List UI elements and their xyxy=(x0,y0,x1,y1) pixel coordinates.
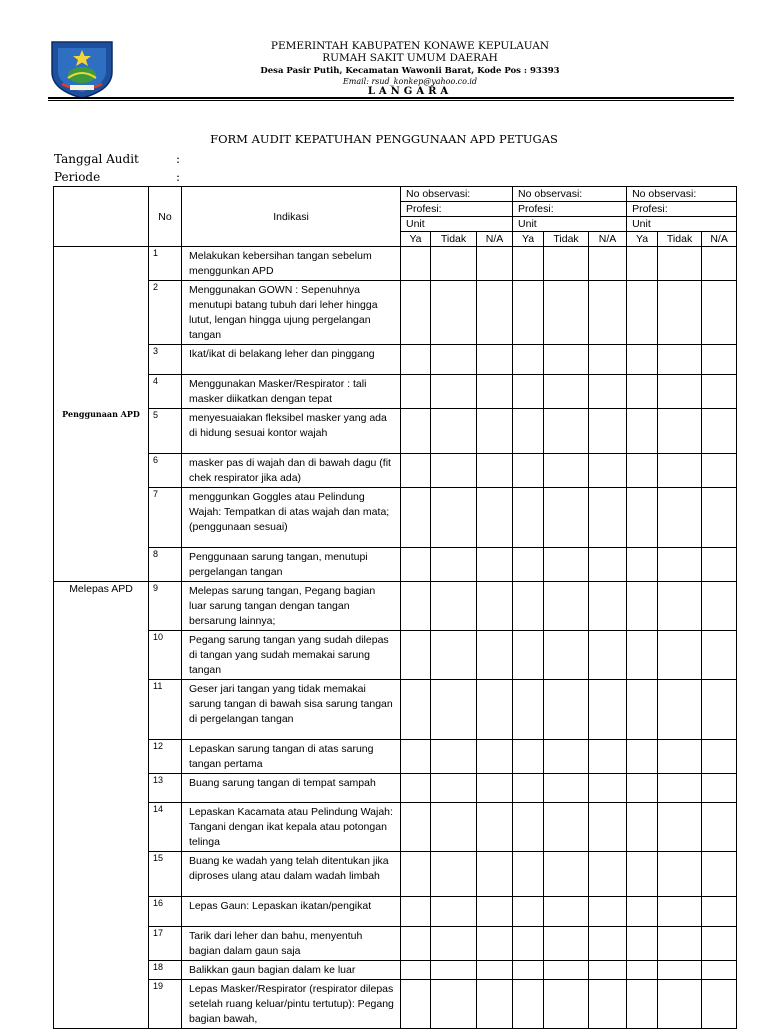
row-number: 10 xyxy=(149,631,182,680)
obs1-tidak-cell[interactable] xyxy=(431,927,477,961)
observation-2-profession: Profesi: xyxy=(513,202,627,217)
obs1-na-cell[interactable] xyxy=(477,281,513,345)
obs1-na-cell[interactable] xyxy=(477,454,513,488)
obs1-ya-cell[interactable] xyxy=(401,774,431,803)
obs1-ya-cell[interactable] xyxy=(401,631,431,680)
obs2-tidak-cell[interactable] xyxy=(544,980,589,1029)
table-row xyxy=(54,345,737,375)
obs3-tidak-cell[interactable] xyxy=(658,774,702,803)
header-divider-thick xyxy=(48,97,734,99)
obs1-ya-cell[interactable] xyxy=(401,852,431,897)
table-row xyxy=(54,454,737,488)
obs1-ya-cell[interactable] xyxy=(401,927,431,961)
obs3-tidak-cell[interactable] xyxy=(658,409,702,454)
observation-1-number: No observasi: xyxy=(401,187,513,202)
observation-3-number: No observasi: xyxy=(627,187,737,202)
obs1-na-cell[interactable] xyxy=(477,582,513,631)
obs3-tidak-cell[interactable] xyxy=(658,281,702,345)
obs3-ya-cell[interactable] xyxy=(627,247,658,281)
obs1-ya-cell[interactable] xyxy=(401,409,431,454)
obs2-na-header: N/A xyxy=(589,232,627,247)
obs1-tidak-header: Tidak xyxy=(431,232,477,247)
obs1-ya-cell[interactable] xyxy=(401,680,431,740)
obs2-ya-cell[interactable] xyxy=(513,803,544,852)
obs1-na-cell[interactable] xyxy=(477,897,513,927)
group-penggunaan-apd: Penggunaan APD xyxy=(54,247,149,582)
header-divider-thin xyxy=(48,100,734,101)
obs3-tidak-cell[interactable] xyxy=(658,961,702,980)
obs1-ya-cell[interactable] xyxy=(401,345,431,375)
obs1-tidak-cell[interactable] xyxy=(431,897,477,927)
row-number: 16 xyxy=(149,897,182,927)
table-row xyxy=(54,740,737,774)
audit-date-field xyxy=(54,152,181,166)
row-number: 12 xyxy=(149,740,182,774)
row-number: 17 xyxy=(149,927,182,961)
obs3-na-cell[interactable] xyxy=(702,631,737,680)
obs1-ya-cell[interactable] xyxy=(401,582,431,631)
obs2-na-cell[interactable] xyxy=(589,961,627,980)
obs2-na-cell[interactable] xyxy=(589,247,627,281)
header-address: Desa Pasir Putih, Kecamatan Wawonii Barat, Kode Pos : 93393 xyxy=(260,66,560,76)
obs3-tidak-cell[interactable] xyxy=(658,247,702,281)
obs3-ya-cell[interactable] xyxy=(627,488,658,548)
row-number: 4 xyxy=(149,375,182,409)
obs2-ya-cell[interactable] xyxy=(513,740,544,774)
header-hospital-name: RUMAH SAKIT UMUM DAERAH xyxy=(322,52,498,64)
table-row xyxy=(54,281,737,345)
table-row xyxy=(54,927,737,961)
header-city: LANGARA xyxy=(367,86,453,97)
obs1-na-cell[interactable] xyxy=(477,680,513,740)
obs3-na-cell[interactable] xyxy=(702,774,737,803)
obs1-tidak-cell[interactable] xyxy=(431,281,477,345)
obs1-na-cell[interactable] xyxy=(477,409,513,454)
obs2-na-cell[interactable] xyxy=(589,582,627,631)
obs3-tidak-cell[interactable] xyxy=(658,345,702,375)
obs2-tidak-cell[interactable] xyxy=(544,247,589,281)
obs2-na-cell[interactable] xyxy=(589,281,627,345)
obs2-tidak-cell[interactable] xyxy=(544,454,589,488)
header-row-observasi xyxy=(54,187,737,202)
obs3-ya-cell[interactable] xyxy=(627,740,658,774)
obs1-tidak-cell[interactable] xyxy=(431,454,477,488)
obs3-tidak-cell[interactable] xyxy=(658,852,702,897)
obs2-na-cell[interactable] xyxy=(589,897,627,927)
obs3-na-cell[interactable] xyxy=(702,409,737,454)
obs3-na-cell[interactable] xyxy=(702,454,737,488)
obs3-ya-cell[interactable] xyxy=(627,680,658,740)
obs1-ya-cell[interactable] xyxy=(401,281,431,345)
obs2-na-cell[interactable] xyxy=(589,927,627,961)
observation-1-profession: Profesi: xyxy=(401,202,513,217)
obs3-ya-cell[interactable] xyxy=(627,980,658,1029)
obs3-tidak-cell[interactable] xyxy=(658,631,702,680)
obs3-na-cell[interactable] xyxy=(702,803,737,852)
row-number: 9 xyxy=(149,582,182,631)
obs2-tidak-cell[interactable] xyxy=(544,375,589,409)
obs2-na-cell[interactable] xyxy=(589,345,627,375)
obs3-na-cell[interactable] xyxy=(702,927,737,961)
group-melepas-apd: Melepas APD xyxy=(54,582,149,1029)
obs3-tidak-header: Tidak xyxy=(658,232,702,247)
obs1-na-cell[interactable] xyxy=(477,375,513,409)
obs1-ya-cell[interactable] xyxy=(401,961,431,980)
observation-3-profession: Profesi: xyxy=(627,202,737,217)
obs2-na-cell[interactable] xyxy=(589,631,627,680)
obs2-ya-cell[interactable] xyxy=(513,897,544,927)
obs2-na-cell[interactable] xyxy=(589,803,627,852)
obs1-na-cell[interactable] xyxy=(477,740,513,774)
obs3-ya-cell[interactable] xyxy=(627,409,658,454)
form-title: FORM AUDIT KEPATUHAN PENGGUNAAN APD PETUGAS xyxy=(210,132,558,146)
obs3-ya-cell[interactable] xyxy=(627,961,658,980)
table-row xyxy=(54,803,737,852)
obs3-tidak-cell[interactable] xyxy=(658,454,702,488)
obs3-tidak-cell[interactable] xyxy=(658,582,702,631)
obs1-na-cell[interactable] xyxy=(477,927,513,961)
obs2-tidak-cell[interactable] xyxy=(544,774,589,803)
obs3-tidak-cell[interactable] xyxy=(658,927,702,961)
obs1-na-cell[interactable] xyxy=(477,980,513,1029)
observation-1-unit: Unit xyxy=(401,217,513,232)
row-number: 1 xyxy=(149,247,182,281)
row-number: 11 xyxy=(149,680,182,740)
obs1-na-cell[interactable] xyxy=(477,548,513,582)
period-colon: : xyxy=(176,170,181,184)
obs2-ya-cell[interactable] xyxy=(513,582,544,631)
obs1-tidak-cell[interactable] xyxy=(431,774,477,803)
obs2-na-cell[interactable] xyxy=(589,548,627,582)
obs1-ya-cell[interactable] xyxy=(401,980,431,1029)
obs3-na-cell[interactable] xyxy=(702,488,737,548)
obs2-ya-cell[interactable] xyxy=(513,548,544,582)
obs3-na-cell[interactable] xyxy=(702,375,737,409)
obs2-ya-cell[interactable] xyxy=(513,409,544,454)
indikasi-text: menyesuaiakan fleksibel masker yang ada di hidung sesuai kontor wajah xyxy=(182,409,401,454)
obs3-tidak-cell[interactable] xyxy=(658,488,702,548)
obs2-na-cell[interactable] xyxy=(589,680,627,740)
obs3-ya-cell[interactable] xyxy=(627,774,658,803)
indikasi-text: Ikat/ikat di belakang leher dan pinggang xyxy=(182,345,401,375)
obs3-na-cell[interactable] xyxy=(702,582,737,631)
row-number: 18 xyxy=(149,961,182,980)
obs3-na-cell[interactable] xyxy=(702,345,737,375)
obs3-ya-cell[interactable] xyxy=(627,548,658,582)
indikasi-text: menggunkan Goggles atau Pelindung Wajah: Tempatkan di atas wajah dan mata; (penggunaan sesuai) xyxy=(182,488,401,548)
obs2-na-cell[interactable] xyxy=(589,409,627,454)
obs1-tidak-cell[interactable] xyxy=(431,740,477,774)
obs2-na-cell[interactable] xyxy=(589,774,627,803)
obs2-tidak-cell[interactable] xyxy=(544,852,589,897)
obs2-ya-cell[interactable] xyxy=(513,980,544,1029)
audit-table-body xyxy=(54,187,737,1029)
obs1-na-cell[interactable] xyxy=(477,488,513,548)
obs2-ya-cell[interactable] xyxy=(513,488,544,548)
indikasi-text: Penggunaan sarung tangan, menutupi pergelangan tangan xyxy=(182,548,401,582)
header-government-name: PEMERINTAH KABUPATEN KONAWE KEPULAUAN xyxy=(270,40,550,52)
observation-2-number: No observasi: xyxy=(513,187,627,202)
audit-table xyxy=(53,186,737,1029)
indikasi-text: Melakukan kebersihan tangan sebelum menggunkan APD xyxy=(182,247,401,281)
indikasi-text: Menggunakan Masker/Respirator : tali masker diikatkan dengan tepat xyxy=(182,375,401,409)
obs3-ya-cell[interactable] xyxy=(627,281,658,345)
obs1-tidak-cell[interactable] xyxy=(431,680,477,740)
obs2-tidak-cell[interactable] xyxy=(544,803,589,852)
regency-emblem-logo xyxy=(48,38,116,100)
obs2-ya-cell[interactable] xyxy=(513,345,544,375)
obs2-ya-cell[interactable] xyxy=(513,680,544,740)
table-row xyxy=(54,409,737,454)
obs2-tidak-cell[interactable] xyxy=(544,548,589,582)
obs2-ya-cell[interactable] xyxy=(513,774,544,803)
indikasi-header: Indikasi xyxy=(182,187,401,247)
obs2-tidak-cell[interactable] xyxy=(544,680,589,740)
obs1-na-cell[interactable] xyxy=(477,345,513,375)
no-header: No xyxy=(149,187,182,247)
obs1-ya-cell[interactable] xyxy=(401,454,431,488)
observation-3-unit: Unit xyxy=(627,217,737,232)
obs3-ya-cell[interactable] xyxy=(627,345,658,375)
obs3-ya-cell[interactable] xyxy=(627,631,658,680)
table-row xyxy=(54,980,737,1029)
obs1-ya-cell[interactable] xyxy=(401,803,431,852)
obs1-tidak-cell[interactable] xyxy=(431,631,477,680)
obs2-na-cell[interactable] xyxy=(589,375,627,409)
audit-date-colon: : xyxy=(176,152,181,166)
obs2-na-cell[interactable] xyxy=(589,454,627,488)
row-number: 13 xyxy=(149,774,182,803)
obs1-tidak-cell[interactable] xyxy=(431,345,477,375)
obs3-tidak-cell[interactable] xyxy=(658,897,702,927)
table-row xyxy=(54,375,737,409)
obs1-na-cell[interactable] xyxy=(477,774,513,803)
period-label: Periode xyxy=(54,170,101,184)
obs3-na-cell[interactable] xyxy=(702,852,737,897)
obs1-na-cell[interactable] xyxy=(477,247,513,281)
obs2-tidak-header: Tidak xyxy=(544,232,589,247)
obs3-na-header: N/A xyxy=(702,232,737,247)
obs3-ya-cell[interactable] xyxy=(627,803,658,852)
header-email: Email: rsud_konkep@yahoo.co.id xyxy=(342,77,478,86)
obs2-ya-cell[interactable] xyxy=(513,631,544,680)
obs3-tidak-cell[interactable] xyxy=(658,375,702,409)
obs3-tidak-cell[interactable] xyxy=(658,740,702,774)
row-number: 8 xyxy=(149,548,182,582)
table-row xyxy=(54,897,737,927)
obs3-ya-cell[interactable] xyxy=(627,375,658,409)
obs2-na-cell[interactable] xyxy=(589,488,627,548)
obs3-tidak-cell[interactable] xyxy=(658,980,702,1029)
row-number: 19 xyxy=(149,980,182,1029)
obs3-na-cell[interactable] xyxy=(702,281,737,345)
indikasi-text: Menggunakan GOWN : Sepenuhnya menutupi batang tubuh dari leher hingga lutut, lengan hingga ujung pergelangan tangan xyxy=(182,281,401,345)
obs2-tidak-cell[interactable] xyxy=(544,897,589,927)
obs3-tidak-cell[interactable] xyxy=(658,803,702,852)
indikasi-text: Lepaskan sarung tangan di atas sarung tangan pertama xyxy=(182,740,401,774)
obs1-na-header: N/A xyxy=(477,232,513,247)
audit-date-label: Tanggal Audit xyxy=(54,152,139,166)
obs2-ya-cell[interactable] xyxy=(513,927,544,961)
row-number: 15 xyxy=(149,852,182,897)
obs2-tidak-cell[interactable] xyxy=(544,409,589,454)
obs1-tidak-cell[interactable] xyxy=(431,247,477,281)
obs2-ya-header: Ya xyxy=(513,232,544,247)
obs2-ya-cell[interactable] xyxy=(513,247,544,281)
row-number: 6 xyxy=(149,454,182,488)
obs1-ya-header: Ya xyxy=(401,232,431,247)
table-row xyxy=(54,961,737,980)
obs2-tidak-cell[interactable] xyxy=(544,281,589,345)
observation-2-unit: Unit xyxy=(513,217,627,232)
indikasi-text: Geser jari tangan yang tidak memakai sarung tangan di bawah sisa sarung tangan di pergelangan tangan xyxy=(182,680,401,740)
obs1-tidak-cell[interactable] xyxy=(431,980,477,1029)
obs2-tidak-cell[interactable] xyxy=(544,345,589,375)
period-field xyxy=(54,170,181,184)
obs1-na-cell[interactable] xyxy=(477,852,513,897)
obs3-tidak-cell[interactable] xyxy=(658,680,702,740)
obs2-tidak-cell[interactable] xyxy=(544,488,589,548)
obs3-na-cell[interactable] xyxy=(702,247,737,281)
obs1-na-cell[interactable] xyxy=(477,961,513,980)
obs1-tidak-cell[interactable] xyxy=(431,548,477,582)
indikasi-text: Lepas Gaun: Lepaskan ikatan/pengikat xyxy=(182,897,401,927)
row-number: 7 xyxy=(149,488,182,548)
obs2-ya-cell[interactable] xyxy=(513,961,544,980)
table-row xyxy=(54,582,737,631)
table-row xyxy=(54,488,737,548)
obs2-na-cell[interactable] xyxy=(589,740,627,774)
obs3-na-cell[interactable] xyxy=(702,740,737,774)
table-row xyxy=(54,680,737,740)
obs3-ya-cell[interactable] xyxy=(627,927,658,961)
obs1-tidak-cell[interactable] xyxy=(431,961,477,980)
obs3-na-cell[interactable] xyxy=(702,961,737,980)
indikasi-text: Balikkan gaun bagian dalam ke luar xyxy=(182,961,401,980)
indikasi-text: Buang ke wadah yang telah ditentukan jika diproses ulang atau dalam wadah limbah xyxy=(182,852,401,897)
indikasi-text: Buang sarung tangan di tempat sampah xyxy=(182,774,401,803)
obs1-ya-cell[interactable] xyxy=(401,548,431,582)
obs1-tidak-cell[interactable] xyxy=(431,375,477,409)
obs1-na-cell[interactable] xyxy=(477,631,513,680)
obs3-ya-header: Ya xyxy=(627,232,658,247)
row-number: 3 xyxy=(149,345,182,375)
obs2-tidak-cell[interactable] xyxy=(544,740,589,774)
obs3-na-cell[interactable] xyxy=(702,548,737,582)
obs3-ya-cell[interactable] xyxy=(627,897,658,927)
obs1-ya-cell[interactable] xyxy=(401,740,431,774)
obs3-na-cell[interactable] xyxy=(702,680,737,740)
obs1-na-cell[interactable] xyxy=(477,803,513,852)
obs3-na-cell[interactable] xyxy=(702,980,737,1029)
obs1-ya-cell[interactable] xyxy=(401,375,431,409)
obs2-ya-cell[interactable] xyxy=(513,852,544,897)
obs1-ya-cell[interactable] xyxy=(401,897,431,927)
indikasi-text: Lepaskan Kacamata atau Pelindung Wajah: Tangani dengan ikat kepala atau potongan telinga xyxy=(182,803,401,852)
obs2-tidak-cell[interactable] xyxy=(544,961,589,980)
obs3-ya-cell[interactable] xyxy=(627,454,658,488)
table-row xyxy=(54,247,737,281)
table-row xyxy=(54,548,737,582)
indikasi-text: Lepas Masker/Respirator (respirator dilepas setelah ruang keluar/pintu tertutup): Pegang bagian bawah, xyxy=(182,980,401,1029)
obs2-ya-cell[interactable] xyxy=(513,375,544,409)
obs3-ya-cell[interactable] xyxy=(627,852,658,897)
row-number: 5 xyxy=(149,409,182,454)
header-blank-cell xyxy=(54,187,149,247)
table-row xyxy=(54,774,737,803)
obs2-ya-cell[interactable] xyxy=(513,281,544,345)
obs2-ya-cell[interactable] xyxy=(513,454,544,488)
obs2-tidak-cell[interactable] xyxy=(544,927,589,961)
obs2-tidak-cell[interactable] xyxy=(544,631,589,680)
indikasi-text: Tarik dari leher dan bahu, menyentuh bagian dalam gaun saja xyxy=(182,927,401,961)
obs1-tidak-cell[interactable] xyxy=(431,488,477,548)
obs1-ya-cell[interactable] xyxy=(401,247,431,281)
obs3-tidak-cell[interactable] xyxy=(658,548,702,582)
obs2-na-cell[interactable] xyxy=(589,980,627,1029)
obs3-na-cell[interactable] xyxy=(702,897,737,927)
indikasi-text: masker pas di wajah dan di bawah dagu (fit chek respirator jika ada) xyxy=(182,454,401,488)
row-number: 14 xyxy=(149,803,182,852)
indikasi-text: Pegang sarung tangan yang sudah dilepas di tangan yang sudah memakai sarung tangan xyxy=(182,631,401,680)
table-row xyxy=(54,852,737,897)
row-number: 2 xyxy=(149,281,182,345)
obs1-tidak-cell[interactable] xyxy=(431,852,477,897)
obs1-tidak-cell[interactable] xyxy=(431,803,477,852)
obs2-tidak-cell[interactable] xyxy=(544,582,589,631)
obs1-tidak-cell[interactable] xyxy=(431,409,477,454)
indikasi-text: Melepas sarung tangan, Pegang bagian luar sarung tangan dengan tangan bersarung lainnya; xyxy=(182,582,401,631)
obs1-tidak-cell[interactable] xyxy=(431,582,477,631)
obs3-ya-cell[interactable] xyxy=(627,582,658,631)
obs1-ya-cell[interactable] xyxy=(401,488,431,548)
table-row xyxy=(54,631,737,680)
obs2-na-cell[interactable] xyxy=(589,852,627,897)
